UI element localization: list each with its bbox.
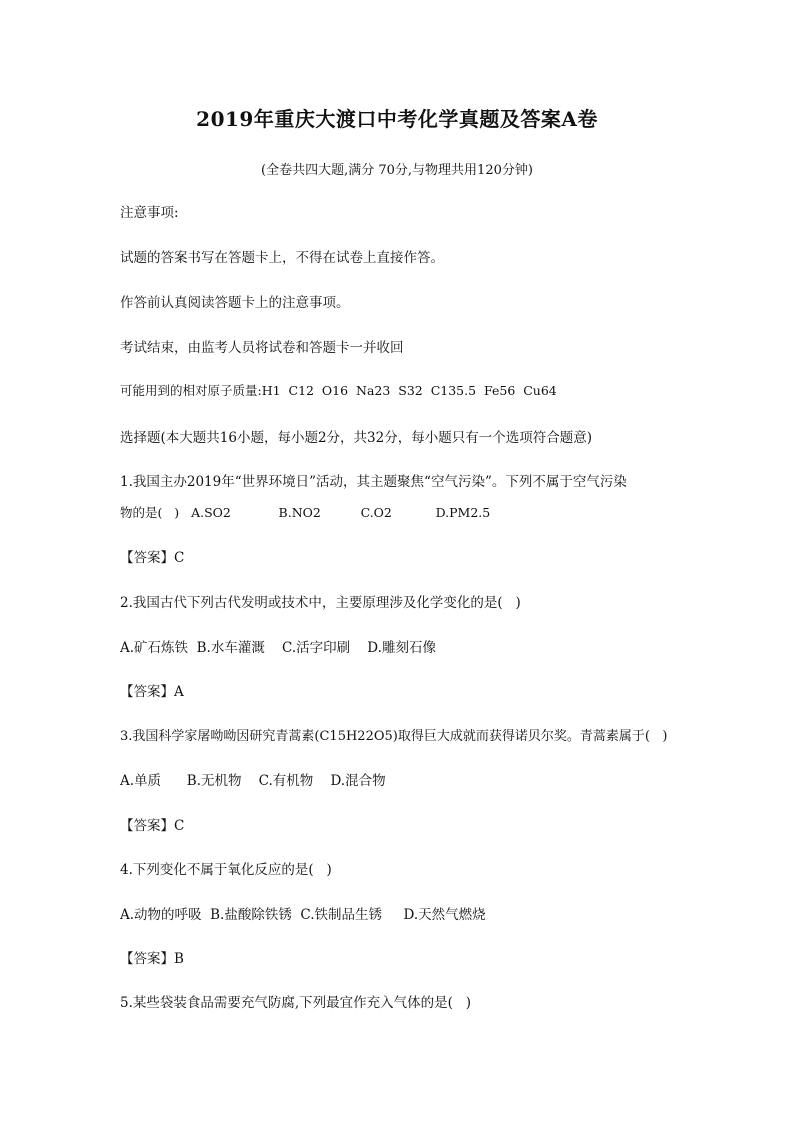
atomic-masses: 可能用到的相对原子质量:H1 C12 O16 Na23 S32 C135.5 Fe56 Cu64 xyxy=(120,383,557,398)
question-3-stem: 3.我国科学家屠呦呦因研究青蒿素(C15H22O5)取得巨大成就而获得诺贝尔奖。青蒿素属于( ) xyxy=(120,729,668,744)
question-3-answer: 【答案】C xyxy=(120,818,185,834)
question-1-stem-line1: 1.我国主办2019年“世界环境日”活动，其主题聚焦“空气污染”。下列不属于空气污染 xyxy=(120,474,627,490)
question-4-stem: 4.下列变化不属于氧化反应的是( ) xyxy=(120,862,332,878)
page-subtitle: (全卷共四大题,满分 70分,与物理共用120分钟) xyxy=(261,163,533,178)
question-4-answer: 【答案】B xyxy=(120,951,184,967)
note-3: 考试结束，由监考人员将试卷和答题卡一并收回 xyxy=(120,340,404,356)
question-1-stem-line2: 物的是( ) A.SO2 B.NO2 C.O2 D.PM2.5 xyxy=(120,505,491,520)
note-1: 试题的答案书写在答题卡上，不得在试卷上直接作答。 xyxy=(120,250,444,266)
page-title: 2019年重庆大渡口中考化学真题及答案A卷 xyxy=(196,107,598,131)
note-2: 作答前认真阅读答题卡上的注意事项。 xyxy=(120,295,350,311)
question-4-options: A.动物的呼吸 B.盐酸除铁锈 C.铁制品生锈 D.天然气燃烧 xyxy=(120,907,486,923)
question-2-stem: 2.我国古代下列古代发明或技术中，主要原理涉及化学变化的是( ) xyxy=(120,595,521,611)
question-3-options: A.单质 B.无机物 C.有机物 D.混合物 xyxy=(120,773,386,789)
notes-heading: 注意事项: xyxy=(120,205,179,221)
question-2-options: A.矿石炼铁 B.水车灌溉 C.活字印刷 D.雕刻石像 xyxy=(120,640,436,656)
section-heading: 选择题(本大题共16小题，每小题2分，共32分，每小题只有一个选项符合题意) xyxy=(120,430,592,446)
question-5-stem: 5.某些袋装食品需要充气防腐,下列最宜作充入气体的是( ) xyxy=(120,995,472,1011)
question-2-answer: 【答案】A xyxy=(120,684,184,700)
question-1-answer: 【答案】C xyxy=(120,550,185,566)
